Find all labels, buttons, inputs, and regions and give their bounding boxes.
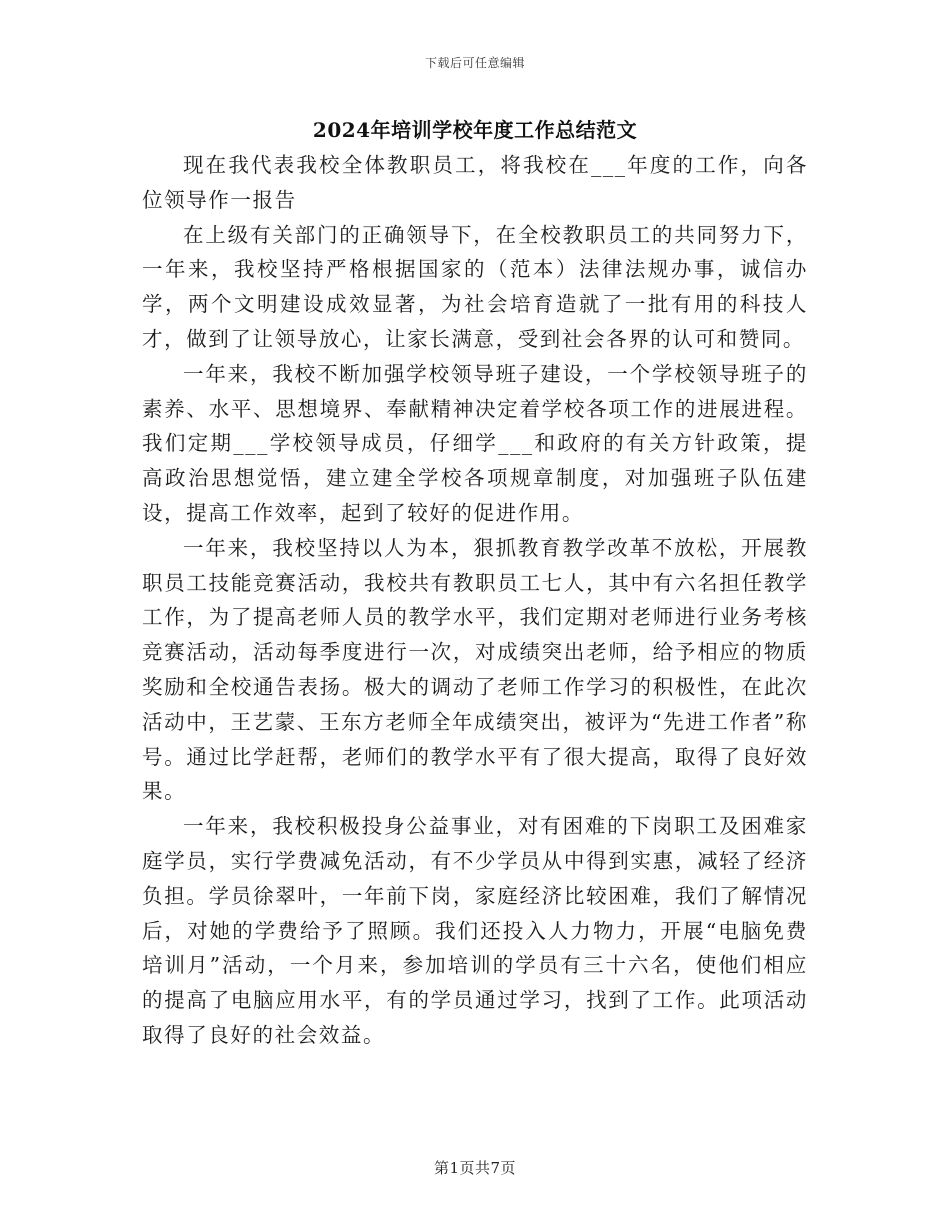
page-indicator: 第1页共7页 [433,1159,517,1177]
paragraph-leadership: 一年来，我校不断加强学校领导班子建设，一个学校领导班子的素养、水平、思想境界、奉献精神决定着学校各项工作的进展进程。我们定期___学校领导成员，仔细学___和政府的有关方针政策，提高政治思想觉悟，建立建全学校各项规章制度，对加强班子队伍建设，提高工作效率，起到了较好的促进作用。 [142,361,808,525]
paragraph-public-welfare: 一年来，我校积极投身公益事业，对有困难的下岗职工及困难家庭学员，实行学费减免活动，有不少学员从中得到实惠，减轻了经济负担。学员徐翠叶，一年前下岗，家庭经济比较困难，我们了解情况后，对她的学费给予了照顾。我们还投入人力物力，开展“电脑免费培训月”活动，一个月来，参加培训的学员有三十六名，使他们相应的提高了电脑应用水平，有的学员通过学习，找到了工作。此项活动取得了良好的社会效益。 [142,814,808,1047]
paragraph-teaching: 一年来，我校坚持以人为本，狠抓教育教学改革不放松，开展教职员工技能竞赛活动，我校共有教职员工七人，其中有六名担任教学工作，为了提高老师人员的教学水平，我们定期对老师进行业务考核竞赛活动，活动每季度进行一次，对成绩突出老师，给予相应的物质奖励和全校通告表扬。极大的调动了老师工作学习的积极性，在此次活动中，王艺蒙、王东方老师全年成绩突出，被评为“先进工作者”称号。通过比学赶帮，老师们的教学水平有了很大提高，取得了良好效果。 [142,535,808,804]
header-note: 下载后可任意编辑 [424,56,525,70]
paragraph-overview: 在上级有关部门的正确领导下，在全校教职员工的共同努力下，一年来，我校坚持严格根据国家的（范本）法律法规办事，诚信办学，两个文明建设成效显著，为社会培育造就了一批有用的科技人才，做到了让领导放心，让家长满意，受到社会各界的认可和赞同。 [142,222,808,351]
paragraph-intro: 现在我代表我校全体教职员工，将我校在___年度的工作，向各位领导作一报告 [142,153,808,212]
document-body [142,148,808,1053]
document-title: 2024年培训学校年度工作总结范文 [312,118,638,142]
